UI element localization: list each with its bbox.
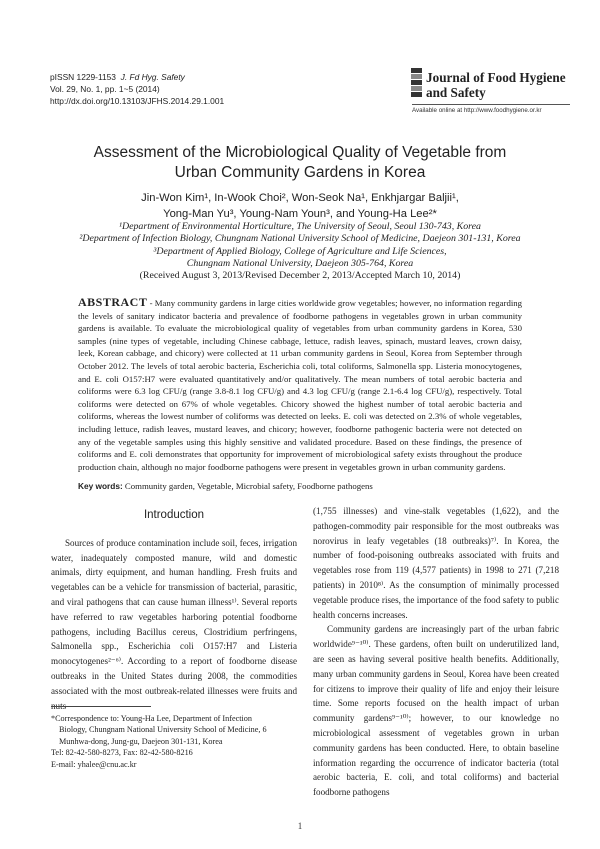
footnote-line3: Munhwa-dong, Jung-gu, Daejeon 301-131, Korea <box>59 736 223 746</box>
journal-name-line2: and Safety <box>426 85 486 100</box>
doi-link[interactable]: http://dx.doi.org/10.13103/JFHS.2014.29.1.001 <box>50 96 225 106</box>
affiliation-1: ¹Department of Environmental Horticulture, The University of Seoul, Seoul 130-743, Korea <box>119 221 481 232</box>
footnote-line2: Biology, Chungnam National University School of Medicine, 6 <box>59 725 267 735</box>
keywords <box>78 481 522 491</box>
journal-banner <box>411 68 576 114</box>
header-citation <box>50 71 224 107</box>
paper-title <box>40 143 560 183</box>
page-number: 1 <box>297 821 303 831</box>
footnote-rule <box>51 706 151 707</box>
intro-paragraph-1: Sources of produce contamination include soil, feces, irrigation water, inadequately composted manure, wild and domestic animals, dirty equipment, and human handling. Fresh fruits and vegetables can be a vehicle for transmission of bacterial, parasitic, and viral pathogens that can cause human illness¹⁾. Several reports have referred to raw vegetables harboring potential foodborne pathogens, including Bacillus cereus, Clostridium perfringens, Salmonella spp., Escherichia coli O157:H7 and Listeria monocytogenes²⁻⁶⁾. According to a report of foodborne disease outbreaks in the United States during 2008, the commodities associated with the most outbreak-related illnesses were fruits and nuts <box>51 537 297 711</box>
right-column <box>313 504 559 800</box>
abstract <box>78 296 522 473</box>
title-line1: Assessment of the Microbiological Quality of Vegetable from <box>93 144 507 161</box>
journal-logo-icon <box>411 68 422 102</box>
intro-paragraph-2: Community gardens are increasingly part of the urban fabric worldwide⁹⁻¹⁰⁾. These gardens, often built on underutilized land, are seen as having several positive health benefits. Additionally, many urban community gardens in Seoul, Korea have been created for citizens to improve their quality of life and enjoy their leisure time. Some reports focused on the health impact of urban community gardens⁹⁻¹⁰⁾; however, to our knowledge no microbiological assessment of vegetables grown in urban community gardens has been conducted. Here, to obtain baseline information regarding the occurrence of indicator bacteria (total aerobic bacteria, E. coli, and total coliforms) and bacterial foodborne pathogens <box>313 624 559 798</box>
authors-line2: Yong-Man Yu³, Young-Nam Youn³, and Young-Ha Lee²* <box>163 208 437 220</box>
volume-info: Vol. 29, No. 1, pp. 1~5 (2014) <box>50 84 160 94</box>
section-heading-introduction: Introduction <box>143 509 205 521</box>
affiliation-3-cont: Chungnam National University, Daejeon 305-764, Korea <box>186 257 414 269</box>
affiliation-2: ²Department of Infection Biology, Chungnam National University School of Medicine, Daejeon 301-131, Korea <box>79 233 521 245</box>
title-line2: Urban Community Gardens in Korea <box>174 164 426 181</box>
footnote-email[interactable]: E-mail: yhalee@cnu.ac.kr <box>51 759 137 769</box>
affiliations <box>40 221 560 282</box>
footnote-line1: *Correspondence to: Young-Ha Lee, Department of Infection <box>51 714 252 723</box>
affiliation-3: ³Department of Applied Biology, College of Agriculture and Life Sciences, <box>153 245 447 257</box>
authors-line1: Jin-Won Kim¹, In-Wook Choi², Won-Seok Na¹, Enkhjargar Baljii¹, <box>141 192 459 204</box>
abstract-text: - Many community gardens in large cities worldwide grow vegetables; however, no information regarding the levels of sanitary indicator bacteria and prevalence of foodborne pathogens in vegetables grown in urban community gardens is available. To evaluate the microbiological quality of vegetables from urban community gardens in Korea, 530 samples (nine types of vegetable, including Chinese cabbage, lettuce, radish leaves, spinach, mustard leaves, crown daisy, leek, Korean cabbage, and chicory) were collected at 11 urban community gardens in Seoul, Korea from September through October 2012. The levels of total aerobic bacteria, Escherichia coli, total coliforms, Salmonella spp. Listeria monocytogenes, and E. coli O157:H7 were evaluated quantitatively and/or qualitatively. The mean numbers of total aerobic bacteria and coliforms were 6.3 log CFU/g (range 3.8-8.1 log CFU/g) and 4.3 log CFU/g (range 2.1-6.4 log CFU/g), respectively. Total coliforms were detected on 67% of whole vegetables. Chicory showed the highest number of total aerobic bacteria and coliforms, whereas the lowest number of coliforms was detected on leeks. E. coli was detected on 2.3% of whole vegetables, including lettuce, radish leaves, mustard leaves, and chicory; however, foodborne pathogenic bacteria were not detected on any of the vegetable samples using this highly sensitive and validated procedure. Based on these findings, the presence of coliforms and E. coli demonstrates that opportunity for improvement of microbiological safety exists throughout the produce production chain, although no major foodborne pathogens were present in vegetables grown in urban community gardens. <box>78 298 522 472</box>
journal-name-line1: Journal of Food Hygiene <box>426 70 566 85</box>
author-list <box>40 190 560 222</box>
received-dates: (Received August 3, 2013/Revised December 2, 2013/Accepted March 10, 2014) <box>139 270 461 282</box>
abstract-heading: ABSTRACT <box>78 295 148 309</box>
left-column <box>51 505 297 713</box>
keywords-label: Key words: <box>78 481 123 491</box>
correspondence-footnote <box>51 713 299 770</box>
available-online[interactable]: Available online at http://www.foodhygiene.or.kr <box>412 104 570 114</box>
intro-paragraph-1-cont: (1,755 illnesses) and vine-stalk vegetables (1,622), and the pathogen-commodity pair responsible for the most outbreaks was norovirus in leafy vegetables (18 outbreaks)⁷⁾. In Korea, the number of food-poisoning outbreaks associated with fruits and vegetables rose from 119 (4,577 patients) in 1998 to 271 (7,218 patients) in 2010⁸⁾. As the consumption of minimally processed vegetable produce rises, the importance of the food safety to public health concerns increases. <box>313 506 559 620</box>
footnote-tel: Tel: 82-42-580-8273, Fax: 82-42-580-8216 <box>51 748 193 758</box>
journal-abbrev: J. Fd Hyg. Safety <box>120 72 185 82</box>
issn: pISSN 1229-1153 <box>50 72 116 82</box>
keywords-text: Community garden, Vegetable, Microbial safety, Foodborne pathogens <box>122 481 373 491</box>
